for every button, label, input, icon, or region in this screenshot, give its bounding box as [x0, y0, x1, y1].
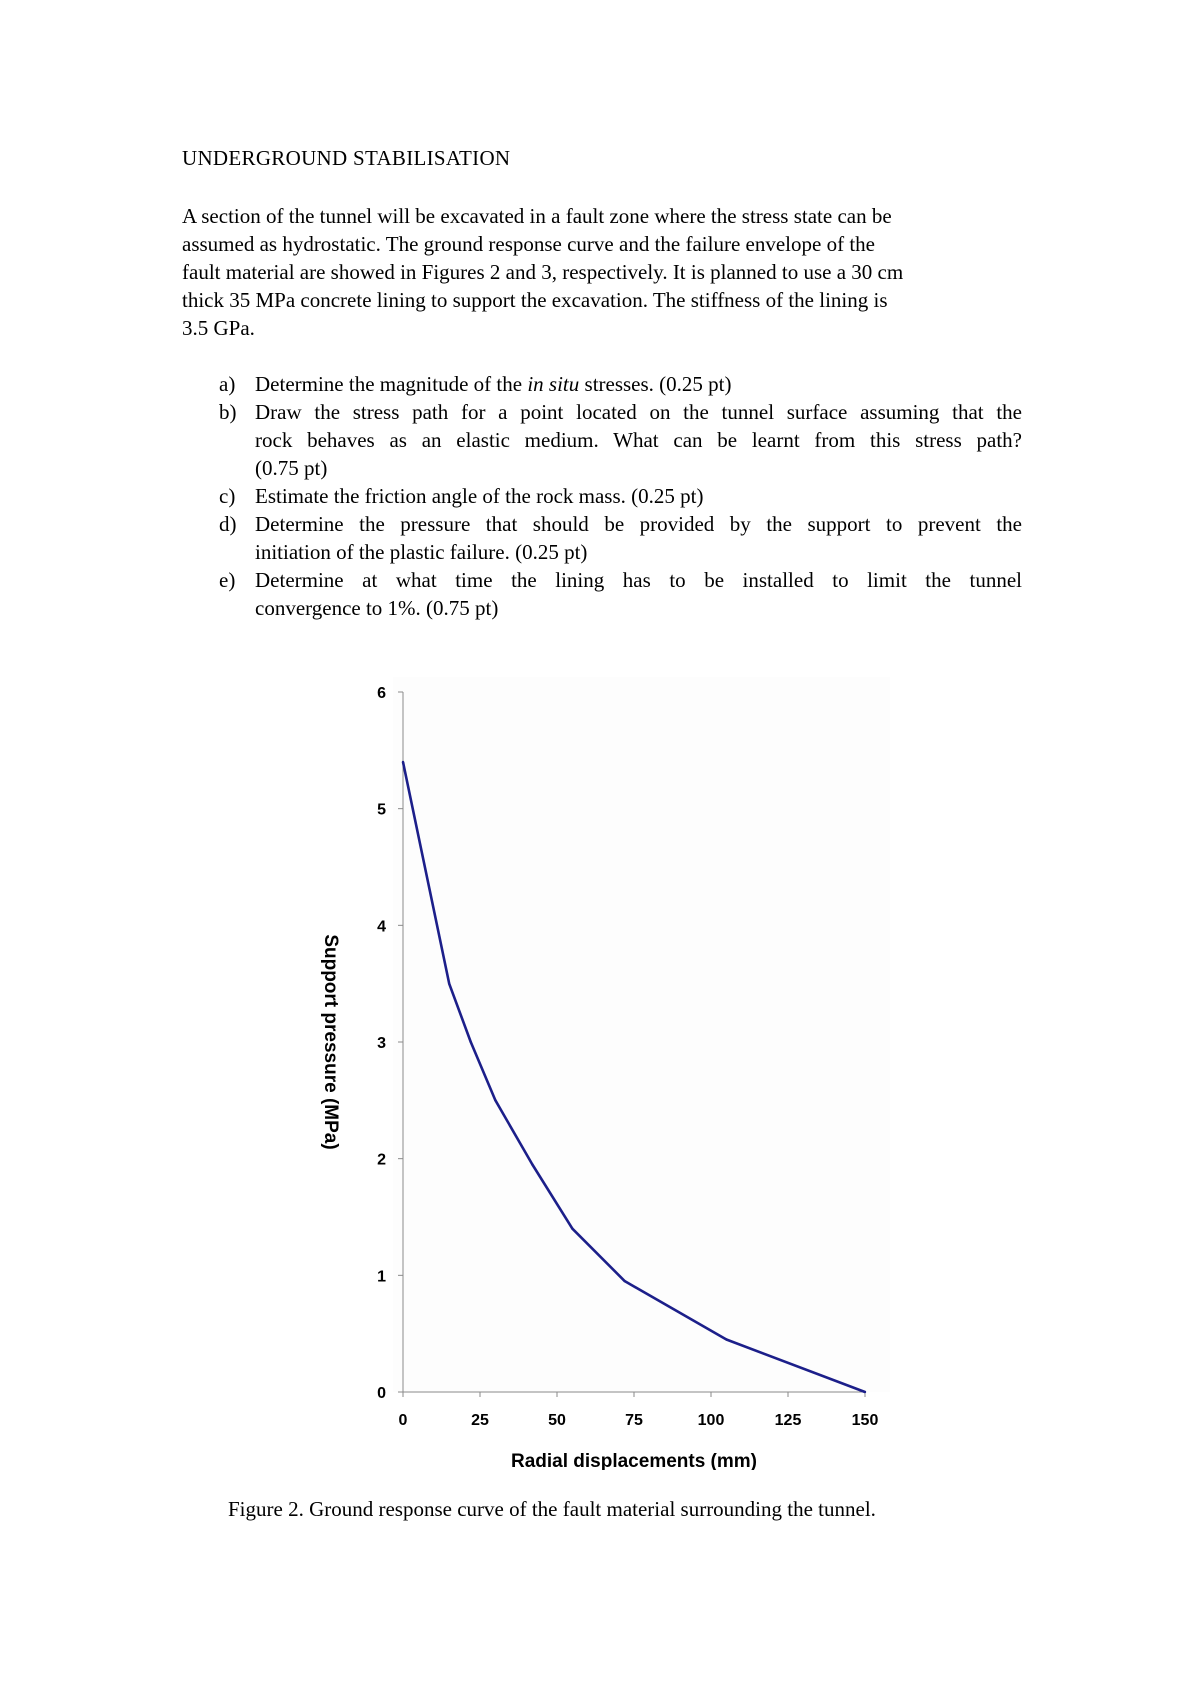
question-line: (0.75 pt) [255, 456, 328, 480]
x-tick-label: 25 [471, 1412, 489, 1429]
question-line: initiation of the plastic failure. (0.25 pt) [255, 540, 588, 564]
x-tick-label: 100 [697, 1412, 725, 1429]
x-tick-label: 0 [398, 1412, 408, 1429]
x-axis-ticks [399, 1392, 879, 1429]
x-tick-label: 75 [625, 1412, 643, 1429]
data-point [725, 1338, 727, 1340]
data-point [571, 1227, 573, 1229]
question-item [182, 370, 1022, 398]
figure-caption: Figure 2. Ground response curve of the fault material surrounding the tunnel. [228, 1497, 876, 1521]
y-tick-label: 4 [377, 918, 386, 936]
question-list [182, 370, 1022, 622]
intro-line: fault material are showed in Figures 2 and 3, respectively. It is planned to use a 30 cm [182, 260, 904, 284]
chart-svg [310, 670, 910, 1470]
question-marker: d) [219, 512, 237, 536]
intro-line: thick 35 MPa concrete lining to support the excavation. The stiffness of the lining is [182, 288, 888, 312]
x-tick-label: 50 [548, 1412, 566, 1429]
question-item [182, 510, 1022, 566]
question-marker: e) [219, 568, 236, 592]
question-text-part: stresses. (0.25 pt) [579, 372, 732, 396]
question-line: rock behaves as an elastic medium. What can be learnt from this stress path? [255, 428, 1022, 452]
x-axis-label: Radial displacements (mm) [510, 1451, 758, 1470]
document-heading: UNDERGROUND STABILISATION [182, 146, 511, 170]
question-line: Draw the stress path for a point located on the tunnel surface assuming that the [255, 400, 1022, 424]
y-tick-label: 3 [377, 1035, 386, 1052]
data-point [531, 1163, 533, 1165]
question-text [255, 566, 1022, 622]
y-axis-label: Support pressure (MPa) [320, 934, 341, 1150]
question-text [255, 482, 1022, 510]
intro-line: assumed as hydrostatic. The ground response curve and the failure envelope of the [182, 232, 875, 256]
question-line: Determine the pressure that should be provided by the support to prevent the [255, 512, 1022, 536]
question-line: Estimate the friction angle of the rock mass. (0.25 pt) [255, 484, 704, 508]
question-marker: b) [219, 400, 237, 424]
question-item [182, 398, 1022, 482]
question-text [255, 398, 1022, 482]
intro-line: A section of the tunnel will be excavated in a fault zone where the stress state can be [182, 204, 892, 228]
intro-paragraph [182, 202, 1022, 342]
data-point [448, 982, 450, 984]
y-tick-label: 1 [377, 1268, 386, 1286]
question-text-part: Determine the magnitude of the [255, 372, 528, 396]
question-item [182, 566, 1022, 622]
y-tick-label: 2 [377, 1151, 386, 1169]
question-marker: a) [219, 372, 236, 396]
data-point [470, 1041, 472, 1043]
question-italic-term: in situ [527, 372, 580, 396]
ground-response-chart [310, 670, 910, 1470]
intro-line: 3.5 GPa. [182, 316, 255, 340]
x-tick-label: 125 [774, 1412, 802, 1429]
question-line: convergence to 1%. (0.75 pt) [255, 596, 499, 620]
question-item [182, 482, 1022, 510]
y-tick-label: 5 [377, 801, 386, 819]
y-tick-label: 0 [377, 1385, 386, 1402]
data-point [624, 1280, 626, 1282]
question-marker: c) [219, 484, 236, 508]
question-text [255, 370, 1022, 398]
data-point [402, 761, 404, 763]
question-text [255, 510, 1022, 566]
y-tick-label: 6 [377, 685, 386, 702]
data-point [864, 1391, 866, 1393]
question-line [255, 370, 1022, 398]
data-point [494, 1099, 496, 1101]
x-tick-label: 150 [851, 1412, 879, 1429]
question-line: Determine at what time the lining has to be installed to limit the tunnel [255, 568, 1022, 592]
